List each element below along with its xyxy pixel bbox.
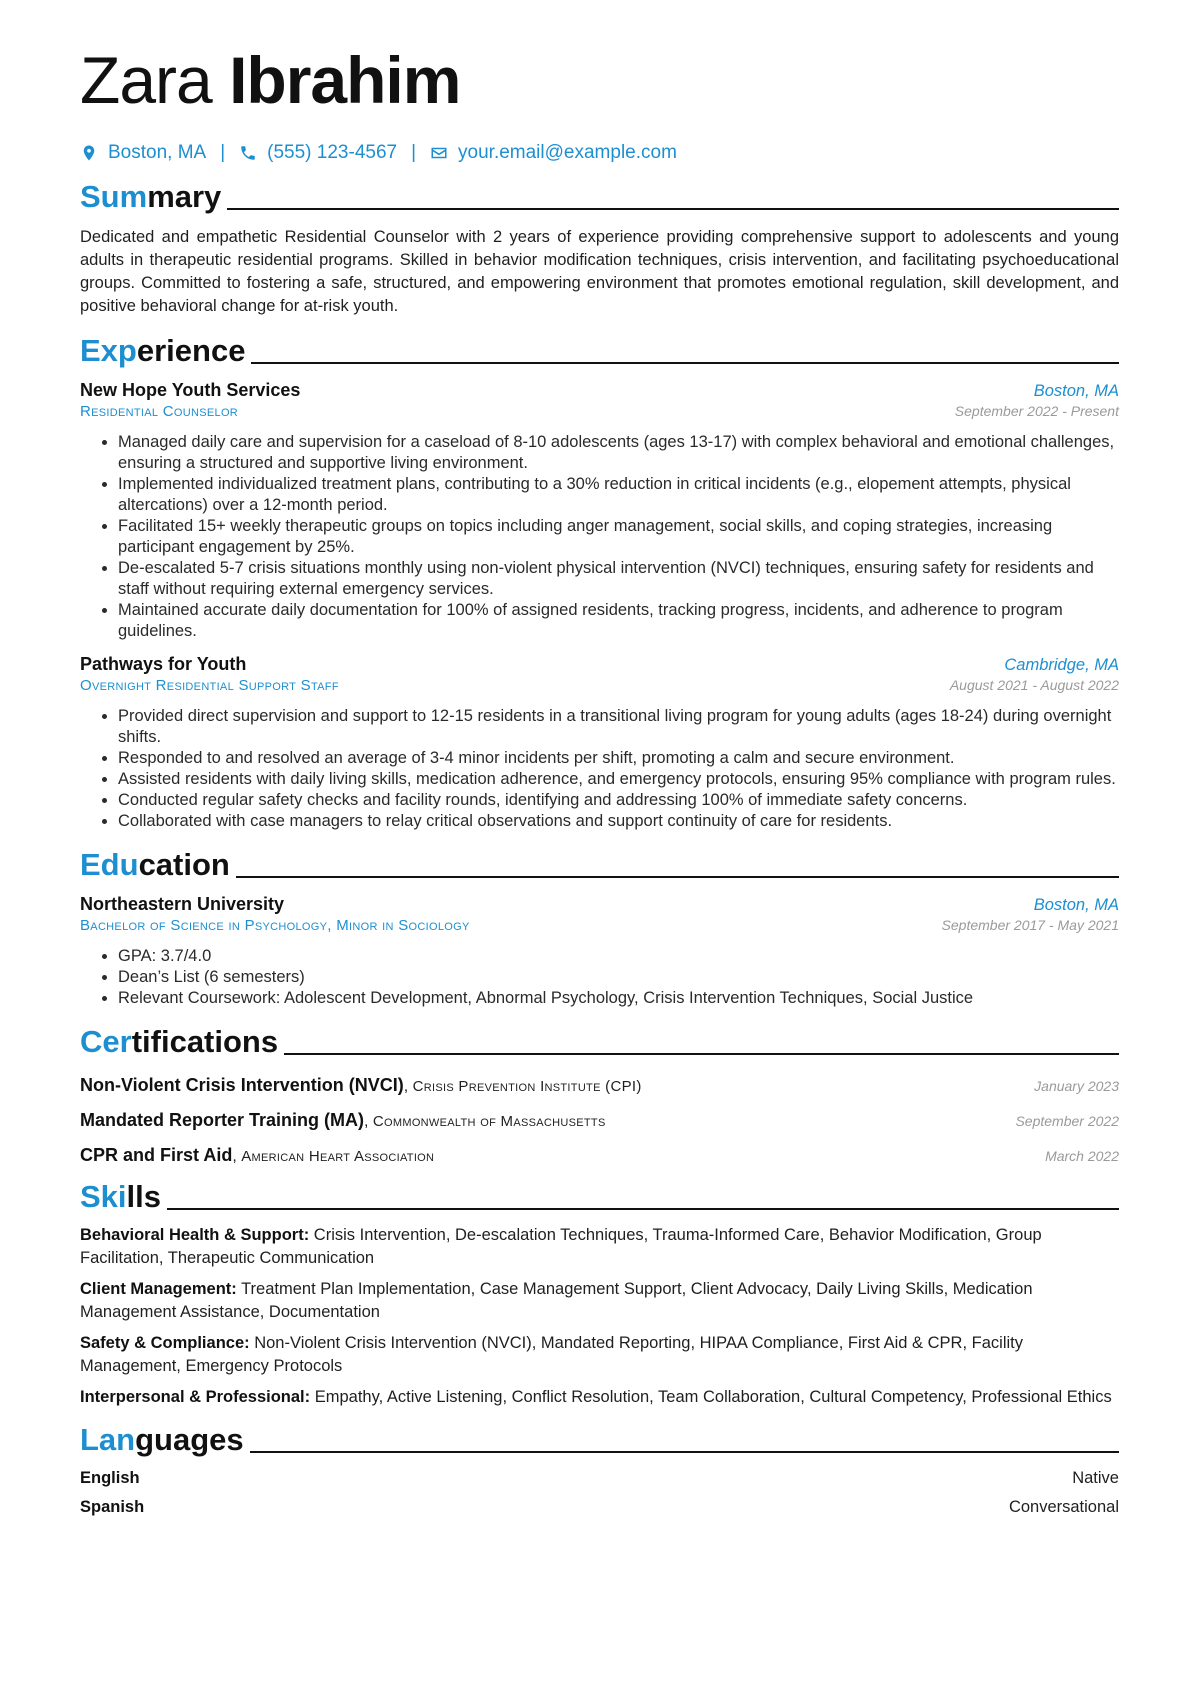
education-dates: September 2017 - May 2021 xyxy=(941,917,1119,933)
bullet-item: • Assisted residents with daily living skills, medication adherence, and emergency protocols, ensuring 95% compliance with program rules. xyxy=(118,769,1119,790)
skill-label: Safety & Compliance: xyxy=(80,1334,250,1352)
cert-date: September 2022 xyxy=(1015,1113,1119,1129)
contact-location xyxy=(80,142,206,164)
job-dates: August 2021 - August 2022 xyxy=(949,677,1119,693)
certification-item: Mandated Reporter Training (MA), Commonwealth of Massachusetts September 2022 xyxy=(80,1110,1119,1130)
heading-rest: guages xyxy=(135,1422,244,1457)
job-org: New Hope Youth Services xyxy=(80,380,301,400)
skill-group xyxy=(80,1278,1119,1324)
heading-rest: cation xyxy=(138,847,230,882)
heading-accent: Lan xyxy=(80,1422,136,1457)
heading-accent: Edu xyxy=(80,847,139,882)
job-role: Residential Counselor xyxy=(80,403,239,420)
cert-issuer: Commonwealth of Massachusetts xyxy=(372,1113,606,1130)
job-entry xyxy=(80,380,1119,642)
section-title xyxy=(80,1421,244,1459)
certification-item: Non-Violent Crisis Intervention (NVCI), Crisis Prevention Institute (CPI) January 2023 xyxy=(80,1075,1119,1095)
map-pin-icon xyxy=(80,144,98,162)
bullet-item: • Managed daily care and supervision for a caseload of 8-10 adolescents (ages 13-17) with complex behavioral and emotional challenges, ensuring a structured and supportive living environment. xyxy=(118,432,1119,474)
skill-list: Empathy, Active Listening, Conflict Resolution, Team Collaboration, Cultural Competency, Professional Ethics xyxy=(314,1388,1112,1406)
skill-group xyxy=(80,1386,1119,1409)
heading-rest: lls xyxy=(126,1179,161,1214)
section-rule xyxy=(236,876,1119,878)
cert-name: Non-Violent Crisis Intervention (NVCI) xyxy=(80,1075,404,1095)
bullet-item: • Implemented individualized treatment plans, contributing to a 30% reduction in critical incidents (e.g., elopement attempts, physical altercations) over a 12-month period. xyxy=(118,474,1119,516)
cert-issuer: Crisis Prevention Institute (CPI) xyxy=(412,1078,642,1095)
section-title xyxy=(80,846,230,884)
section-rule xyxy=(251,362,1119,364)
contact-separator: | xyxy=(220,142,226,163)
cert-date: March 2022 xyxy=(1045,1148,1119,1164)
job-role: Overnight Residential Support Staff xyxy=(80,677,339,694)
skill-group xyxy=(80,1224,1119,1270)
bullet-item: • Facilitated 15+ weekly therapeutic groups on topics including anger management, social skills, and coping strategies, increasing participant engagement by 25%. xyxy=(118,516,1119,558)
job-bullets xyxy=(80,432,1119,642)
skill-group xyxy=(80,1332,1119,1378)
cert-date: January 2023 xyxy=(1034,1078,1119,1094)
cert-name: Mandated Reporter Training (MA) xyxy=(80,1110,365,1130)
contact-bar xyxy=(80,142,1119,164)
heading-accent: Cer xyxy=(80,1024,132,1059)
heading-rest: erience xyxy=(136,333,246,368)
language-name: Spanish xyxy=(80,1498,145,1516)
summary-heading xyxy=(80,178,1119,216)
language-name: English xyxy=(80,1469,140,1487)
bullet-item: • Responded to and resolved an average of 3-4 minor incidents per shift, promoting a calm and secure environment. xyxy=(118,748,1119,769)
certification-item: CPR and First Aid, American Heart Association March 2022 xyxy=(80,1145,1119,1165)
job-location: Boston, MA xyxy=(1033,382,1119,400)
section-rule xyxy=(284,1053,1119,1055)
skills-heading xyxy=(80,1178,1119,1216)
section-rule xyxy=(167,1208,1119,1210)
location-text: Boston, MA xyxy=(108,142,207,163)
heading-accent: Ski xyxy=(80,1179,127,1214)
certifications-heading xyxy=(80,1023,1119,1061)
bullet-item: • Collaborated with case managers to relay critical observations and support continuity of care for residents. xyxy=(118,811,1119,832)
education-heading xyxy=(80,846,1119,884)
bullet-item: • Dean’s List (6 semesters) xyxy=(118,967,1119,988)
language-level: Native xyxy=(1072,1469,1119,1487)
school-location: Boston, MA xyxy=(1033,896,1119,914)
skill-list: Non-Violent Crisis Intervention (NVCI), Mandated Reporting, HIPAA Compliance, First Aid & CPR, Facility Management, Emergency Protocols xyxy=(80,1334,1023,1375)
bullet-item: • GPA: 3.7/4.0 xyxy=(118,946,1119,967)
bullet-item: • Conducted regular safety checks and facility rounds, identifying and addressing 100% of immediate safety concerns. xyxy=(118,790,1119,811)
envelope-icon xyxy=(430,144,448,162)
bullet-item: • Provided direct supervision and support to 12-15 residents in a transitional living program for young adults (ages 18-24) during overnight shifts. xyxy=(118,706,1119,748)
contact-email[interactable] xyxy=(430,142,677,164)
contact-separator: | xyxy=(411,142,417,163)
education-entry xyxy=(80,894,1119,1009)
skill-label: Behavioral Health & Support: xyxy=(80,1226,310,1244)
languages-heading xyxy=(80,1421,1119,1459)
contact-phone xyxy=(239,142,397,164)
phone-icon xyxy=(239,144,257,162)
job-dates: September 2022 - Present xyxy=(954,403,1119,419)
job-location: Cambridge, MA xyxy=(1004,656,1119,674)
section-title xyxy=(80,1178,161,1216)
language-level: Conversational xyxy=(1008,1498,1119,1516)
heading-rest: tifications xyxy=(131,1024,279,1059)
last-name: Ibrahim xyxy=(229,43,461,117)
cert-name: CPR and First Aid xyxy=(80,1145,233,1165)
phone-text: (555) 123-4567 xyxy=(267,142,398,163)
experience-heading xyxy=(80,332,1119,370)
candidate-name xyxy=(80,40,1119,120)
skill-label: Interpersonal & Professional: xyxy=(80,1388,311,1406)
skill-list: Crisis Intervention, De-escalation Techniques, Trauma-Informed Care, Behavior Modification, Group Facilitation, Therapeutic Communication xyxy=(80,1226,1042,1267)
section-title xyxy=(80,332,245,370)
skill-label: Client Management: xyxy=(80,1280,237,1298)
job-bullets xyxy=(80,706,1119,832)
section-rule xyxy=(250,1451,1119,1453)
school-name: Northeastern University xyxy=(80,894,285,914)
heading-rest: mary xyxy=(147,179,222,214)
cert-issuer: American Heart Association xyxy=(241,1148,435,1165)
email-link[interactable]: your.email@example.com xyxy=(458,142,677,163)
skill-list: Treatment Plan Implementation, Case Management Support, Client Advocacy, Daily Living Skills, Medication Management Assistance, Documentation xyxy=(80,1280,1033,1321)
job-entry xyxy=(80,654,1119,832)
heading-accent: Sum xyxy=(80,179,148,214)
section-rule xyxy=(227,208,1119,210)
language-item xyxy=(80,1469,1119,1488)
section-title xyxy=(80,1023,278,1061)
bullet-item: • Maintained accurate daily documentation for 100% of assigned residents, tracking progress, incidents, and adherence to program guidelines. xyxy=(118,600,1119,642)
job-org: Pathways for Youth xyxy=(80,654,247,674)
heading-accent: Exp xyxy=(80,333,137,368)
summary-text: Dedicated and empathetic Residential Counselor with 2 years of experience providing comprehensive support to adolescents and young adults in therapeutic residential programs. Skilled in behavior modification techniques, crisis intervention, and facilitating psychoeducational groups. Committed to fostering a safe, structured, and empowering environment that promotes emotional regulation, skill development, and positive behavioral change for at-risk youth. xyxy=(80,228,1119,315)
bullet-item: • Relevant Coursework: Adolescent Development, Abnormal Psychology, Crisis Intervention Techniques, Social Justice xyxy=(118,988,1119,1009)
degree: Bachelor of Science in Psychology, Minor in Sociology xyxy=(80,917,470,934)
section-title xyxy=(80,178,221,216)
first-name: Zara xyxy=(80,43,212,117)
bullet-item: • De-escalated 5-7 crisis situations monthly using non-violent physical intervention (NVCI) techniques, ensuring safety for residents and staff without requiring external emergency services. xyxy=(118,558,1119,600)
language-item xyxy=(80,1498,1119,1517)
education-bullets xyxy=(80,946,1119,1009)
